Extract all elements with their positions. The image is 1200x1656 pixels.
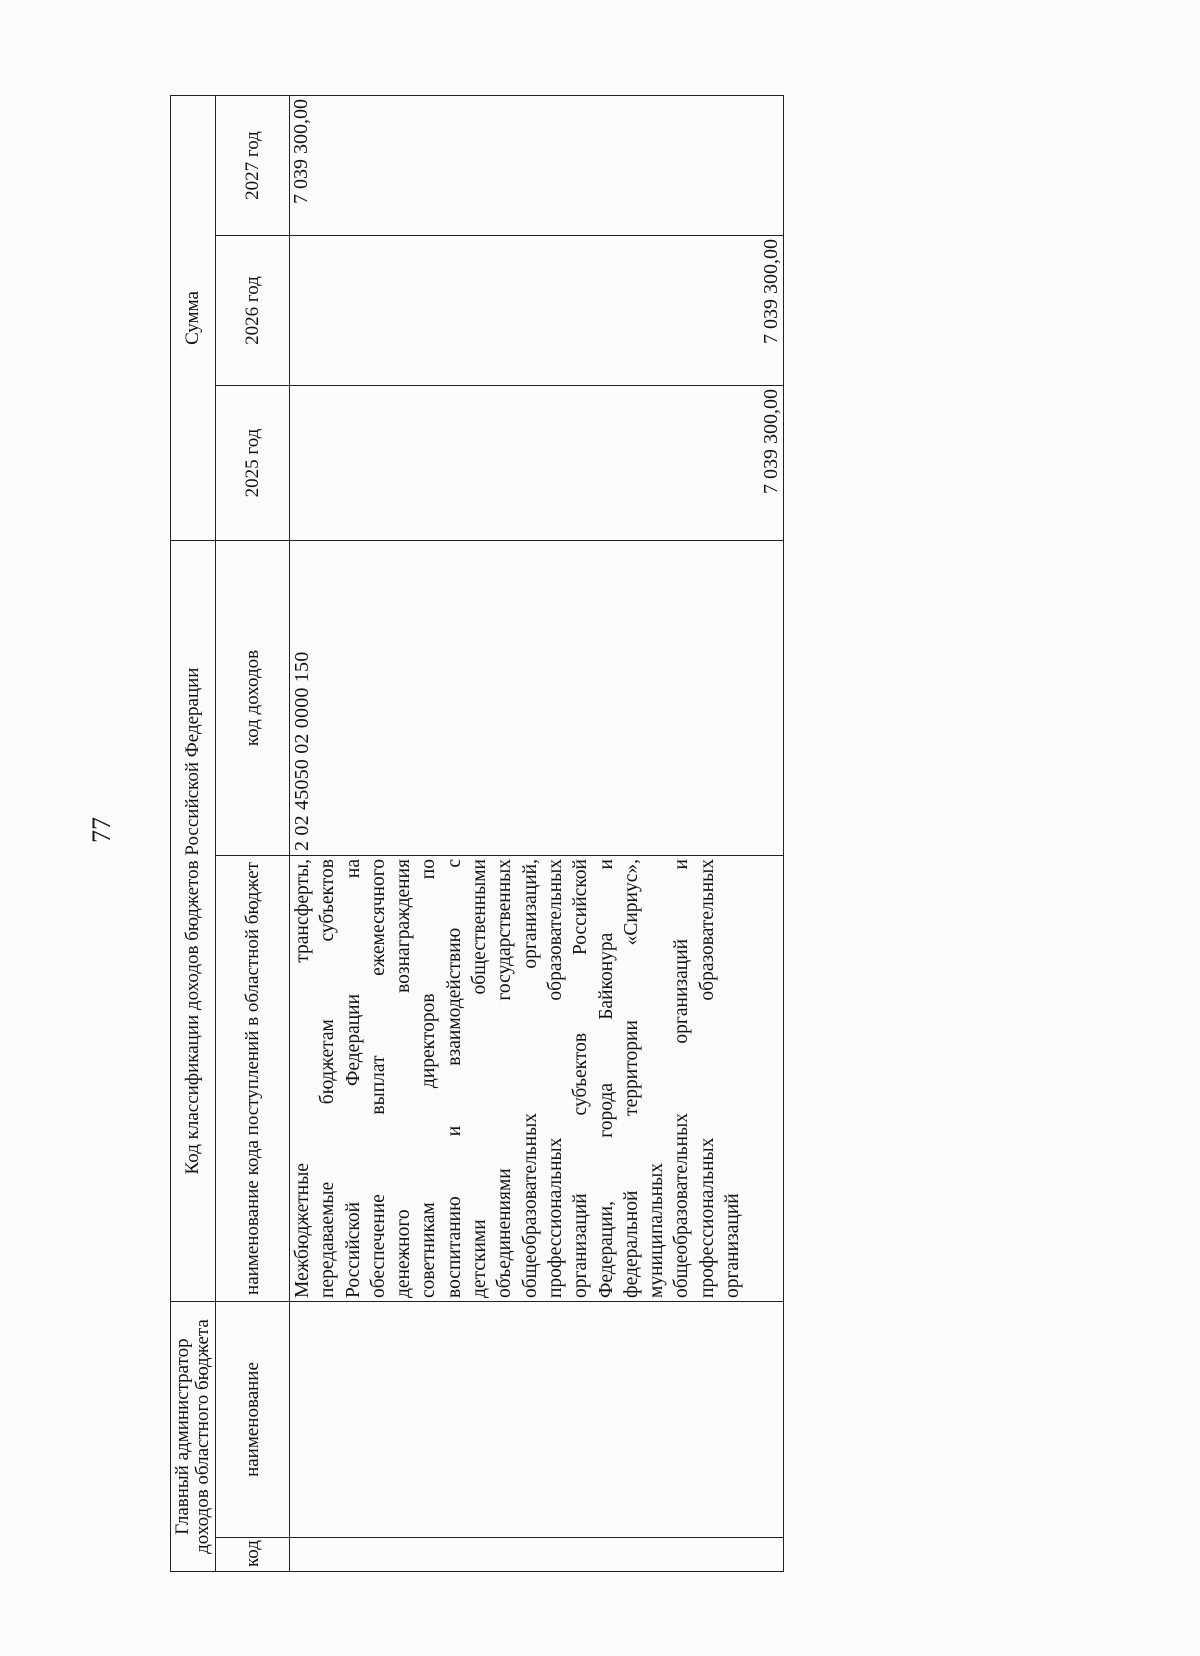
- income-name-line: организаций субъектов Российской: [570, 859, 592, 1298]
- income-name-line: передаваемые бюджетам субъектов: [317, 859, 339, 1298]
- row-sum-2027: 7 039 300,00: [290, 96, 784, 236]
- income-name-line: Российской Федерации на: [342, 859, 364, 1298]
- header-row-2: [216, 96, 290, 1572]
- row-sum-2025: 7 039 300,00: [290, 386, 784, 541]
- income-name-line: денежного вознаграждения: [393, 859, 415, 1298]
- income-name-line: организаций: [722, 1193, 744, 1298]
- row-sum-2026: 7 039 300,00: [290, 236, 784, 386]
- header-2027: 2027 год: [216, 96, 290, 236]
- income-name-line: Межбюджетные трансферты,: [292, 859, 313, 1298]
- row-income-code: 2 02 45050 02 0000 150: [290, 541, 784, 856]
- header-2026: 2026 год: [216, 236, 290, 386]
- row-income-name: [290, 856, 784, 1302]
- row-name: [290, 1302, 784, 1538]
- income-name-line: профессиональных образовательных: [696, 859, 718, 1298]
- header-code: код: [216, 1538, 290, 1572]
- income-name-line: федеральной территории «Сириус»,: [620, 859, 642, 1298]
- income-classification-table: [170, 95, 784, 1572]
- income-name-line: Федерации, города Байконура и: [595, 859, 617, 1298]
- header-classification-group: Код классификации доходов бюджетов Российской Федерации: [171, 541, 216, 1302]
- header-name: наименование: [216, 1302, 290, 1538]
- income-name-line: общеобразовательных организаций,: [519, 859, 541, 1298]
- page-number: 77: [87, 817, 116, 843]
- header-2025: 2025 год: [216, 386, 290, 541]
- income-name-line: профессиональных образовательных: [544, 859, 566, 1298]
- income-name-line: воспитанию и взаимодействию с: [443, 859, 465, 1298]
- header-sum-group: Сумма: [171, 96, 216, 541]
- income-name-line: обеспечение выплат ежемесячного: [367, 859, 389, 1298]
- row-code: [290, 1538, 784, 1572]
- income-name-line: муниципальных: [646, 1162, 668, 1298]
- income-name-line: общеобразовательных организаций и: [671, 859, 693, 1298]
- header-income-name: наименование кода поступлений в областной бюджет: [216, 856, 290, 1302]
- header-admin-group: Главный администратор доходов областного бюджета: [171, 1302, 216, 1572]
- rotated-table-wrapper: [170, 96, 784, 1572]
- income-name-line: объединениями государственных: [494, 859, 516, 1298]
- header-row-1: [171, 96, 216, 1572]
- header-income-code: код доходов: [216, 541, 290, 856]
- income-name-line: детскими общественными: [469, 859, 491, 1298]
- table-row: [290, 96, 784, 1572]
- income-name-line: советникам директоров по: [418, 859, 440, 1298]
- income-name-lines: [290, 859, 745, 1298]
